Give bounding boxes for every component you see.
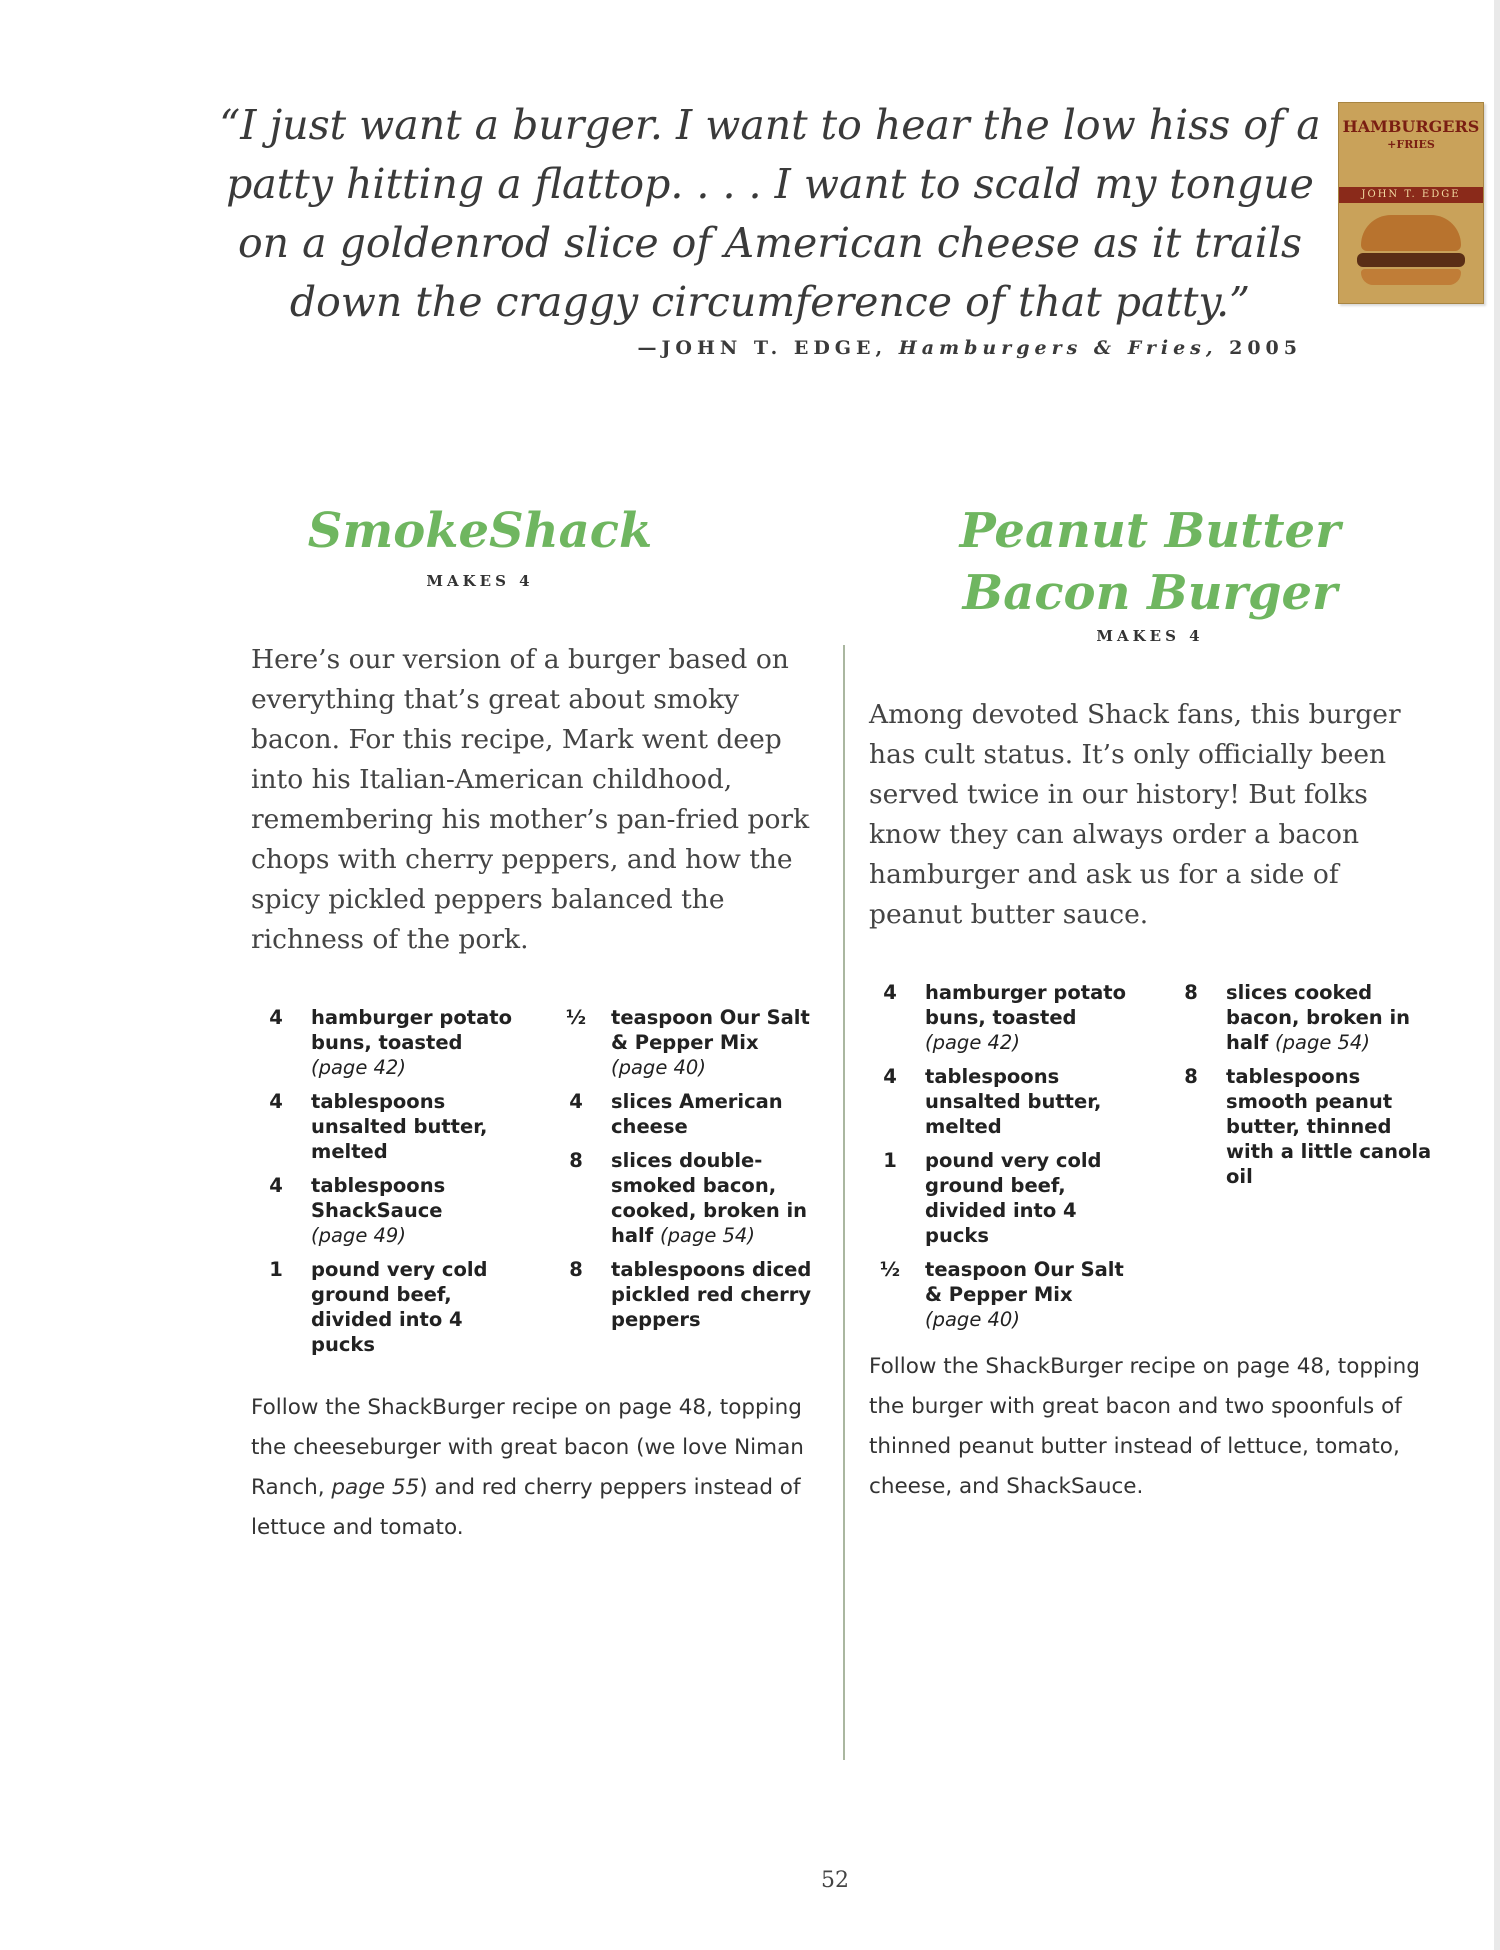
quote-author: —JOHN T. EDGE,: [637, 337, 888, 359]
ingredient-item: 1 pound very cold ground beef, divided into 4 pucks: [269, 1258, 488, 1356]
ingredient-item: 4 slices American cheese: [569, 1090, 783, 1138]
burger-patty-illustration: [1357, 253, 1465, 267]
book-cover-title: HAMBURGERS: [1342, 117, 1480, 136]
ingredient-list-left-col2: [563, 1005, 833, 1341]
ingredient-item: 8 slices double-smoked bacon, cooked, broken in half (page 54): [569, 1149, 808, 1247]
book-cover-image: [1338, 102, 1484, 304]
recipe-method-left: Follow the ShackBurger recipe on page 48, topping the cheeseburger with great bacon (we love Niman Ranch, page 55) and red cherry peppers instead of lettuce and tomato.: [251, 1395, 804, 1540]
burger-bun-illustration: [1361, 269, 1461, 285]
ingredient-item: 4 tablespoons ShackSauce (page 49): [269, 1174, 446, 1247]
ingredient-item: ½ teaspoon Our Salt & Pepper Mix (page 40): [565, 1006, 810, 1079]
recipe-method-right: Follow the ShackBurger recipe on page 48, topping the burger with great bacon and two spoonfuls of thinned peanut butter instead of lettuce, tomato, cheese, and ShackSauce.: [869, 1354, 1420, 1499]
ingredient-item: 8 tablespoons diced pickled red cherry peppers: [569, 1258, 812, 1331]
ingredient-list-left-col1: [263, 1005, 533, 1366]
quote-source: Hamburgers & Fries,: [898, 337, 1218, 359]
page-reference: page 55: [331, 1475, 420, 1500]
quote-attribution: [460, 337, 1302, 359]
book-cover-subtitle: +FRIES: [1387, 138, 1435, 151]
recipe-intro-right: Among devoted Shack fans, this burger has cult status. It’s only officially been served twice in our history! But folks know they can always order a bacon hamburger and ask us for a side of peanut butter sauce.: [869, 699, 1401, 930]
ingredient-list-right-col1: [877, 980, 1147, 1341]
recipe-yield-right: MAKES 4: [1096, 627, 1204, 645]
recipe-yield-left: MAKES 4: [426, 572, 534, 590]
page-number: 52: [821, 1868, 849, 1893]
book-cover-author: JOHN T. EDGE: [1339, 187, 1483, 203]
quote-year: 2005: [1229, 337, 1302, 359]
recipe-intro-left: Here’s our version of a burger based on everything that’s great about smoky bacon. For this recipe, Mark went deep into his Italian-American childhood, remembering his mother’s pan-fried pork chops with cherry peppers, and how the spicy pickled peppers balanced the richness of the pork.: [251, 644, 810, 955]
recipe-title-peanut-butter-bacon-burger: Peanut Butter Bacon Burger: [959, 503, 1341, 621]
ingredient-item: 4 hamburger potato buns, toasted (page 42): [269, 1006, 512, 1079]
ingredient-item: 4 tablespoons unsalted butter, melted: [269, 1090, 488, 1163]
ingredient-item: 8 tablespoons smooth peanut butter, thinned with a little canola oil: [1184, 1065, 1432, 1188]
ingredient-item: 4 hamburger potato buns, toasted (page 42): [883, 981, 1126, 1054]
recipe-title-smokeshack: SmokeShack: [307, 503, 653, 559]
ingredient-item: ½ teaspoon Our Salt & Pepper Mix (page 40): [879, 1258, 1124, 1331]
ingredient-item: 8 slices cooked bacon, broken in half (page 54): [1184, 981, 1411, 1054]
epigraph-quote: “I just want a burger. I want to hear the low hiss of a patty hitting a flattop. . . . I want to scald my tongue on a goldenrod slice of American cheese as it trails down the craggy circumference of that patty.”: [219, 101, 1321, 326]
page-edge: [1494, 0, 1500, 1950]
burger-illustration: [1361, 215, 1461, 251]
ingredient-item: 4 tablespoons unsalted butter, melted: [883, 1065, 1102, 1138]
ingredient-list-right-col2: [1178, 980, 1446, 1198]
ingredient-item: 1 pound very cold ground beef, divided into 4 pucks: [883, 1149, 1102, 1247]
column-divider: [843, 645, 845, 1760]
